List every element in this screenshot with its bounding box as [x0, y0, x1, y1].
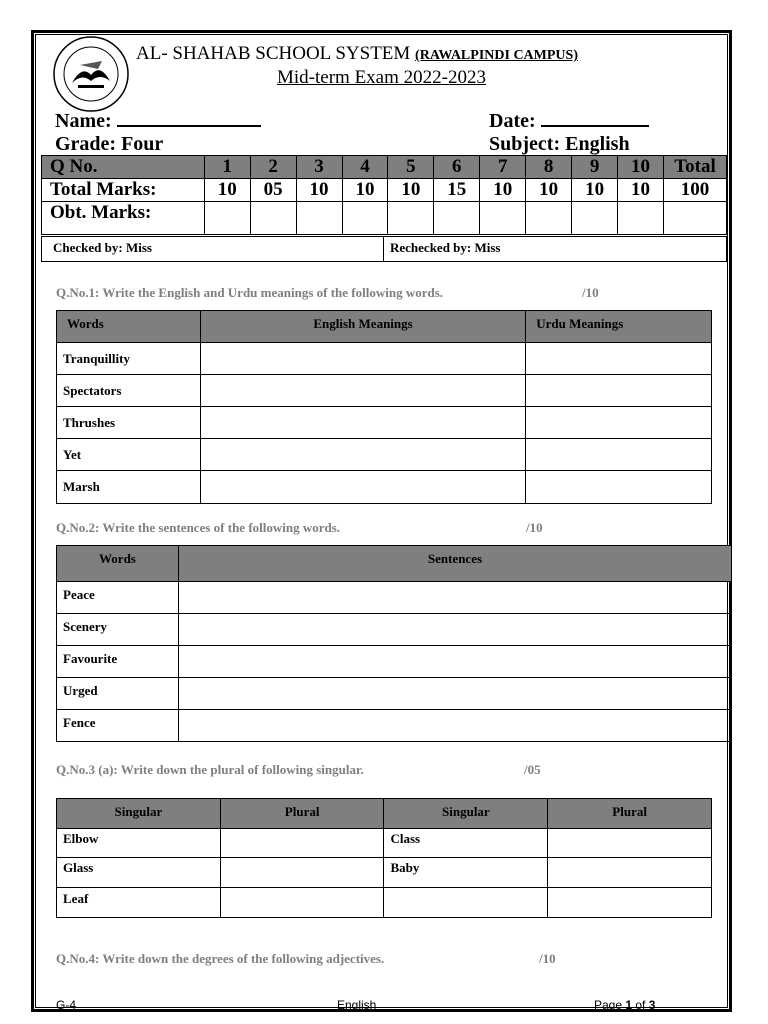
q2-word: Peace	[57, 582, 179, 614]
checks-divider	[383, 237, 384, 261]
obtained-cell[interactable]	[618, 202, 664, 235]
q1-word: Thrushes	[57, 407, 201, 439]
footer-page	[594, 998, 655, 1012]
obtained-cell[interactable]	[572, 202, 618, 235]
answer-cell[interactable]	[178, 582, 731, 614]
table-row	[57, 678, 732, 710]
answer-cell[interactable]	[548, 888, 712, 918]
q3-text: Q.No.3 (a): Write down the plural of following singular.	[56, 762, 364, 777]
q2-text: Q.No.2: Write the sentences of the following words.	[56, 520, 341, 535]
footer-subject: English	[337, 998, 377, 1012]
grade-label: Grade: Four	[55, 133, 164, 155]
exam-title: Mid-term Exam 2022-2023	[277, 67, 486, 88]
q1-prompt	[56, 285, 616, 301]
q1-word: Tranquillity	[57, 343, 201, 375]
school-name: AL- SHAHAB SCHOOL SYSTEM	[136, 43, 411, 64]
q3-prompt	[56, 762, 556, 778]
table-row	[57, 646, 732, 678]
q1-header-english: English Meanings	[200, 311, 525, 343]
total-marks-label: Total Marks:	[42, 179, 205, 202]
date-label: Date:	[489, 110, 536, 132]
answer-cell[interactable]	[178, 710, 731, 742]
q3-singular: Glass	[57, 858, 221, 888]
marks-table	[41, 155, 727, 235]
total-mark-cell: 10	[572, 179, 618, 202]
total-mark-cell: 10	[618, 179, 664, 202]
checked-by-label: Checked by: Miss	[53, 240, 152, 255]
q4-score: /10	[539, 951, 556, 966]
q2-header-words: Words	[57, 546, 179, 582]
total-mark-cell: 10	[342, 179, 388, 202]
school-title	[136, 43, 578, 65]
name-blank[interactable]	[117, 111, 261, 127]
table-row	[57, 614, 732, 646]
qno-cell: 1	[204, 156, 250, 179]
table-row	[57, 829, 712, 858]
total-marks-row	[42, 179, 727, 202]
obtained-cell[interactable]	[342, 202, 388, 235]
total-mark-cell: 15	[434, 179, 480, 202]
answer-cell[interactable]	[526, 471, 712, 504]
footer-page-of: of	[632, 998, 649, 1012]
qno-cell: 7	[480, 156, 526, 179]
q2-header-row	[57, 546, 732, 582]
answer-cell[interactable]	[178, 678, 731, 710]
obtained-cell[interactable]	[388, 202, 434, 235]
date-blank[interactable]	[541, 111, 649, 127]
total-mark-cell: 10	[296, 179, 342, 202]
answer-cell[interactable]	[178, 646, 731, 678]
q4-prompt	[56, 951, 576, 967]
q2-word: Fence	[57, 710, 179, 742]
total-marks-sum: 100	[663, 179, 726, 202]
obtained-marks-row	[42, 202, 727, 235]
q2-word: Favourite	[57, 646, 179, 678]
obtained-cell[interactable]	[204, 202, 250, 235]
q1-header-words: Words	[57, 311, 201, 343]
checked-by-row	[41, 236, 727, 262]
name-label: Name:	[55, 110, 112, 132]
q3-header-plural: Plural	[548, 799, 712, 829]
q4-text: Q.No.4: Write down the degrees of the following adjectives.	[56, 951, 385, 966]
qno-cell: 3	[296, 156, 342, 179]
rechecked-by-label: Rechecked by: Miss	[390, 240, 501, 255]
answer-cell[interactable]	[200, 343, 525, 375]
q1-word: Marsh	[57, 471, 201, 504]
q3-singular: Class	[384, 829, 548, 858]
q3-header-plural: Plural	[220, 799, 384, 829]
footer-page-prefix: Page	[594, 998, 626, 1012]
q1-word: Yet	[57, 439, 201, 471]
obtained-cell[interactable]	[296, 202, 342, 235]
qno-cell: 2	[250, 156, 296, 179]
footer-page-total: 3	[648, 998, 656, 1012]
answer-cell[interactable]	[200, 439, 525, 471]
q3-singular: Leaf	[57, 888, 221, 918]
q3-singular	[384, 888, 548, 918]
date-field[interactable]	[489, 110, 649, 133]
q3-header-row	[57, 799, 712, 829]
q3-singular: Elbow	[57, 829, 221, 858]
q1-header-row	[57, 311, 712, 343]
answer-cell[interactable]	[220, 858, 384, 888]
table-row	[57, 471, 712, 504]
table-row	[57, 407, 712, 439]
obtained-cell[interactable]	[526, 202, 572, 235]
qno-cell: 5	[388, 156, 434, 179]
table-row	[57, 375, 712, 407]
q2-prompt	[56, 520, 556, 536]
q3-singular: Baby	[384, 858, 548, 888]
campus-name: (RAWALPINDI CAMPUS)	[415, 48, 578, 63]
obtained-cell[interactable]	[434, 202, 480, 235]
answer-cell[interactable]	[220, 829, 384, 858]
marks-header-row	[42, 156, 727, 179]
q2-word: Urged	[57, 678, 179, 710]
total-mark-cell: 10	[204, 179, 250, 202]
name-field[interactable]	[55, 110, 261, 133]
q2-score: /10	[526, 520, 543, 535]
obtained-label: Obt. Marks:	[42, 202, 205, 235]
total-mark-cell: 05	[250, 179, 296, 202]
obtained-total-cell[interactable]	[663, 202, 726, 235]
footer-page-current: 1	[625, 998, 633, 1012]
table-row	[57, 343, 712, 375]
answer-cell[interactable]	[526, 407, 712, 439]
total-mark-cell: 10	[480, 179, 526, 202]
table-row	[57, 888, 712, 918]
answer-cell[interactable]	[200, 471, 525, 504]
total-header: Total	[663, 156, 726, 179]
q1-score: /10	[582, 285, 599, 300]
table-row	[57, 582, 732, 614]
qno-cell: 10	[618, 156, 664, 179]
qno-cell: 6	[434, 156, 480, 179]
qno-cell: 9	[572, 156, 618, 179]
q1-header-urdu: Urdu Meanings	[526, 311, 712, 343]
answer-cell[interactable]	[200, 375, 525, 407]
footer-grade: G-4	[56, 998, 77, 1012]
q1-word: Spectators	[57, 375, 201, 407]
obtained-cell[interactable]	[480, 202, 526, 235]
school-logo	[52, 35, 130, 113]
q2-table	[56, 545, 732, 742]
q2-header-sentences: Sentences	[178, 546, 731, 582]
qno-cell: 4	[342, 156, 388, 179]
total-mark-cell: 10	[388, 179, 434, 202]
q3-score: /05	[524, 762, 541, 777]
table-row	[57, 710, 732, 742]
total-mark-cell: 10	[526, 179, 572, 202]
answer-cell[interactable]	[220, 888, 384, 918]
qno-cell: 8	[526, 156, 572, 179]
table-row	[57, 439, 712, 471]
answer-cell[interactable]	[200, 407, 525, 439]
q2-word: Scenery	[57, 614, 179, 646]
q3-header-singular: Singular	[384, 799, 548, 829]
answer-cell[interactable]	[548, 858, 712, 888]
answer-cell[interactable]	[548, 829, 712, 858]
answer-cell[interactable]	[178, 614, 731, 646]
q3-header-singular: Singular	[57, 799, 221, 829]
qno-label: Q No.	[42, 156, 205, 179]
q1-table	[56, 310, 712, 504]
q3-table	[56, 798, 712, 918]
q1-text: Q.No.1: Write the English and Urdu meanings of the following words.	[56, 285, 444, 300]
obtained-cell[interactable]	[250, 202, 296, 235]
subject-label: Subject: English	[489, 133, 630, 155]
answer-cell[interactable]	[526, 375, 712, 407]
answer-cell[interactable]	[526, 439, 712, 471]
answer-cell[interactable]	[526, 343, 712, 375]
table-row	[57, 858, 712, 888]
